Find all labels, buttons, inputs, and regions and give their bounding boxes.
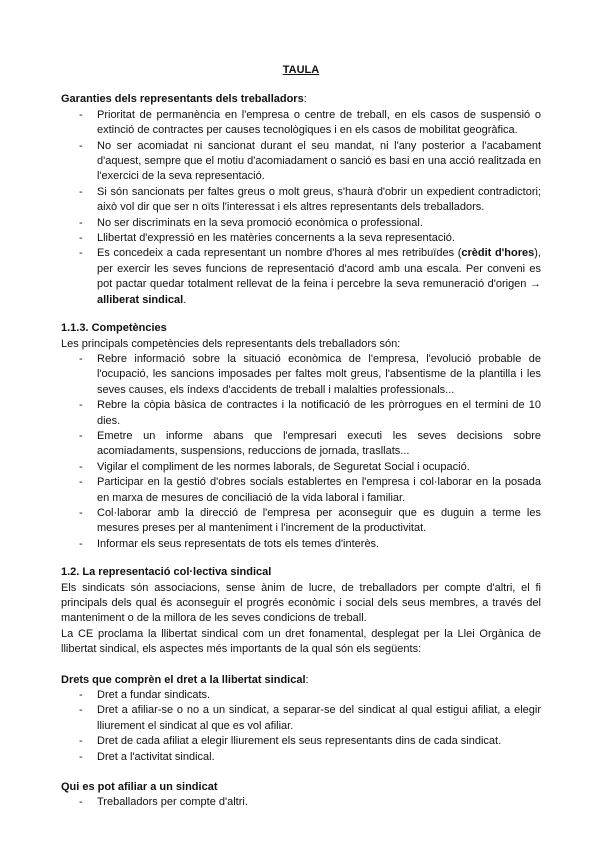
list-item: - Rebre la còpia bàsica de contractes i la notificació de les pròrrogues en el termini de 10 dies. — [61, 398, 541, 429]
paragraph: Els sindicats són associacions, sense ànim de lucre, de treballadors per compte d'altri, el fi principals dels qual és aconseguir el progrés econòmic i social dels seus membres, a través del manteniment o de la millora de les seves condicions de treball. — [61, 581, 541, 625]
list-item — [61, 246, 541, 308]
list-item: - Dret de cada afiliat a elegir lliurement els seus representants dins de cada sindicat. — [61, 734, 541, 749]
list-item: - Vigilar el compliment de les normes laborals, de Seguretat Social i ocupació. — [61, 460, 541, 475]
section-heading: Qui es pot afiliar a un sindicat — [61, 781, 218, 794]
list-item: - Dret a afiliar-se o no a un sindicat, a separar-se del sindicat al qual estigui afiliat, a elegir lliurement el sindicat al que es vol afiliar. — [61, 703, 541, 734]
section-heading: 1.2. La representació col·lectiva sindical — [61, 566, 272, 579]
bold-term: crèdit d'hores — [461, 247, 535, 260]
list-item: - Informar els seus representats de tots els temes d'interès. — [61, 537, 541, 552]
heading-text: Garanties dels representants dels treballadors — [61, 93, 304, 106]
list-item: - Dret a l'activitat sindical. — [61, 750, 541, 765]
intro-text: Les principals competències dels representants dels treballadors són: — [61, 337, 401, 350]
document-title: TAULA — [282, 64, 320, 76]
drets-heading — [61, 673, 541, 688]
list-item: - No ser acomiadat ni sancionat durant el seu mandat, ni l'any posterior a l'acabament d'aquest, sempre que el motiu d'acomiadament o sanció es basi en una acció realitzada en l'exercici de la seva representació. — [61, 139, 541, 185]
list-item: - Rebre informació sobre la situació econòmica de l'empresa, l'evolució probable de l'ocupació, les sancions imposades per faltes molt greus, l'absentisme de la plantilla i les seves causes, els índexs d'accidents de treball i malalties professionals... — [61, 352, 541, 398]
heading-colon: : — [303, 93, 307, 106]
sindical-section — [61, 565, 541, 657]
section-heading: 1.1.3. Competències — [61, 322, 167, 335]
afiliar-section — [61, 780, 541, 811]
list-item: - Participar en la gestió d'obres socials establertes en l'empresa i col·laborar en la posada en marxa de mesures de conciliació de la vida laboral i familiar. — [61, 475, 541, 506]
list-item: - Col·laborar amb la direcció de l'empresa per aconseguir que es duguin a terme les mesures preses per al manteniment i l'increment de la productivitat. — [61, 506, 541, 537]
afiliar-list — [61, 795, 541, 810]
text: Es concedeix a cada representant un nombre d'hores al mes retribuïdes ( — [97, 247, 462, 260]
competencies-list — [61, 352, 541, 552]
garanties-heading — [61, 92, 541, 107]
garanties-list — [61, 108, 541, 308]
list-item: - Si són sancionats per faltes greus o molt greus, s'haurà d'obrir un expedient contradictori; això vol dir que ser n oïts l'interessat i els altres representants dels treballadors. — [61, 185, 541, 216]
list-item: - No ser discriminats en la seva promoció econòmica o professional. — [61, 216, 541, 231]
text: . — [183, 293, 187, 306]
garanties-section — [61, 92, 541, 308]
list-item: - Treballadors per compte d'altri. — [61, 795, 541, 810]
bold-term: alliberat sindical — [97, 293, 184, 306]
text: ), per exercir les seves funcions de representació d'acord amb una escala. Per conveni es pot pactar quedar totalment rellevat de la feina i percebre la seva remuneració d'origen → — [97, 247, 541, 291]
drets-section — [61, 673, 541, 765]
heading-colon: : — [305, 673, 309, 686]
list-item: - Dret a fundar sindicats. — [61, 688, 541, 703]
paragraph: La CE proclama la llibertat sindical com un dret fonamental, desplegat per la Llei Orgànica de llibertat sindical, els aspectes més importants de la qual són els següents: — [61, 627, 541, 656]
list-item: - Emetre un informe abans que l'empresari executi les seves decisions sobre acomiadaments, suspensions, reduccions de jornada, trasllats... — [61, 429, 541, 460]
drets-list — [61, 688, 541, 765]
heading-text: Drets que comprèn el dret a la llibertat sindical — [61, 673, 306, 686]
list-item: - Llibertat d'expressió en les matèries concernents a la seva representació. — [61, 231, 541, 246]
document-page — [61, 63, 541, 811]
list-item: - Prioritat de permanència en l'empresa o centre de treball, en els casos de suspensió o extinció de contractes per causes tecnològiques i en els casos de mobilitat geogràfica. — [61, 108, 541, 139]
competencies-section — [61, 321, 541, 552]
